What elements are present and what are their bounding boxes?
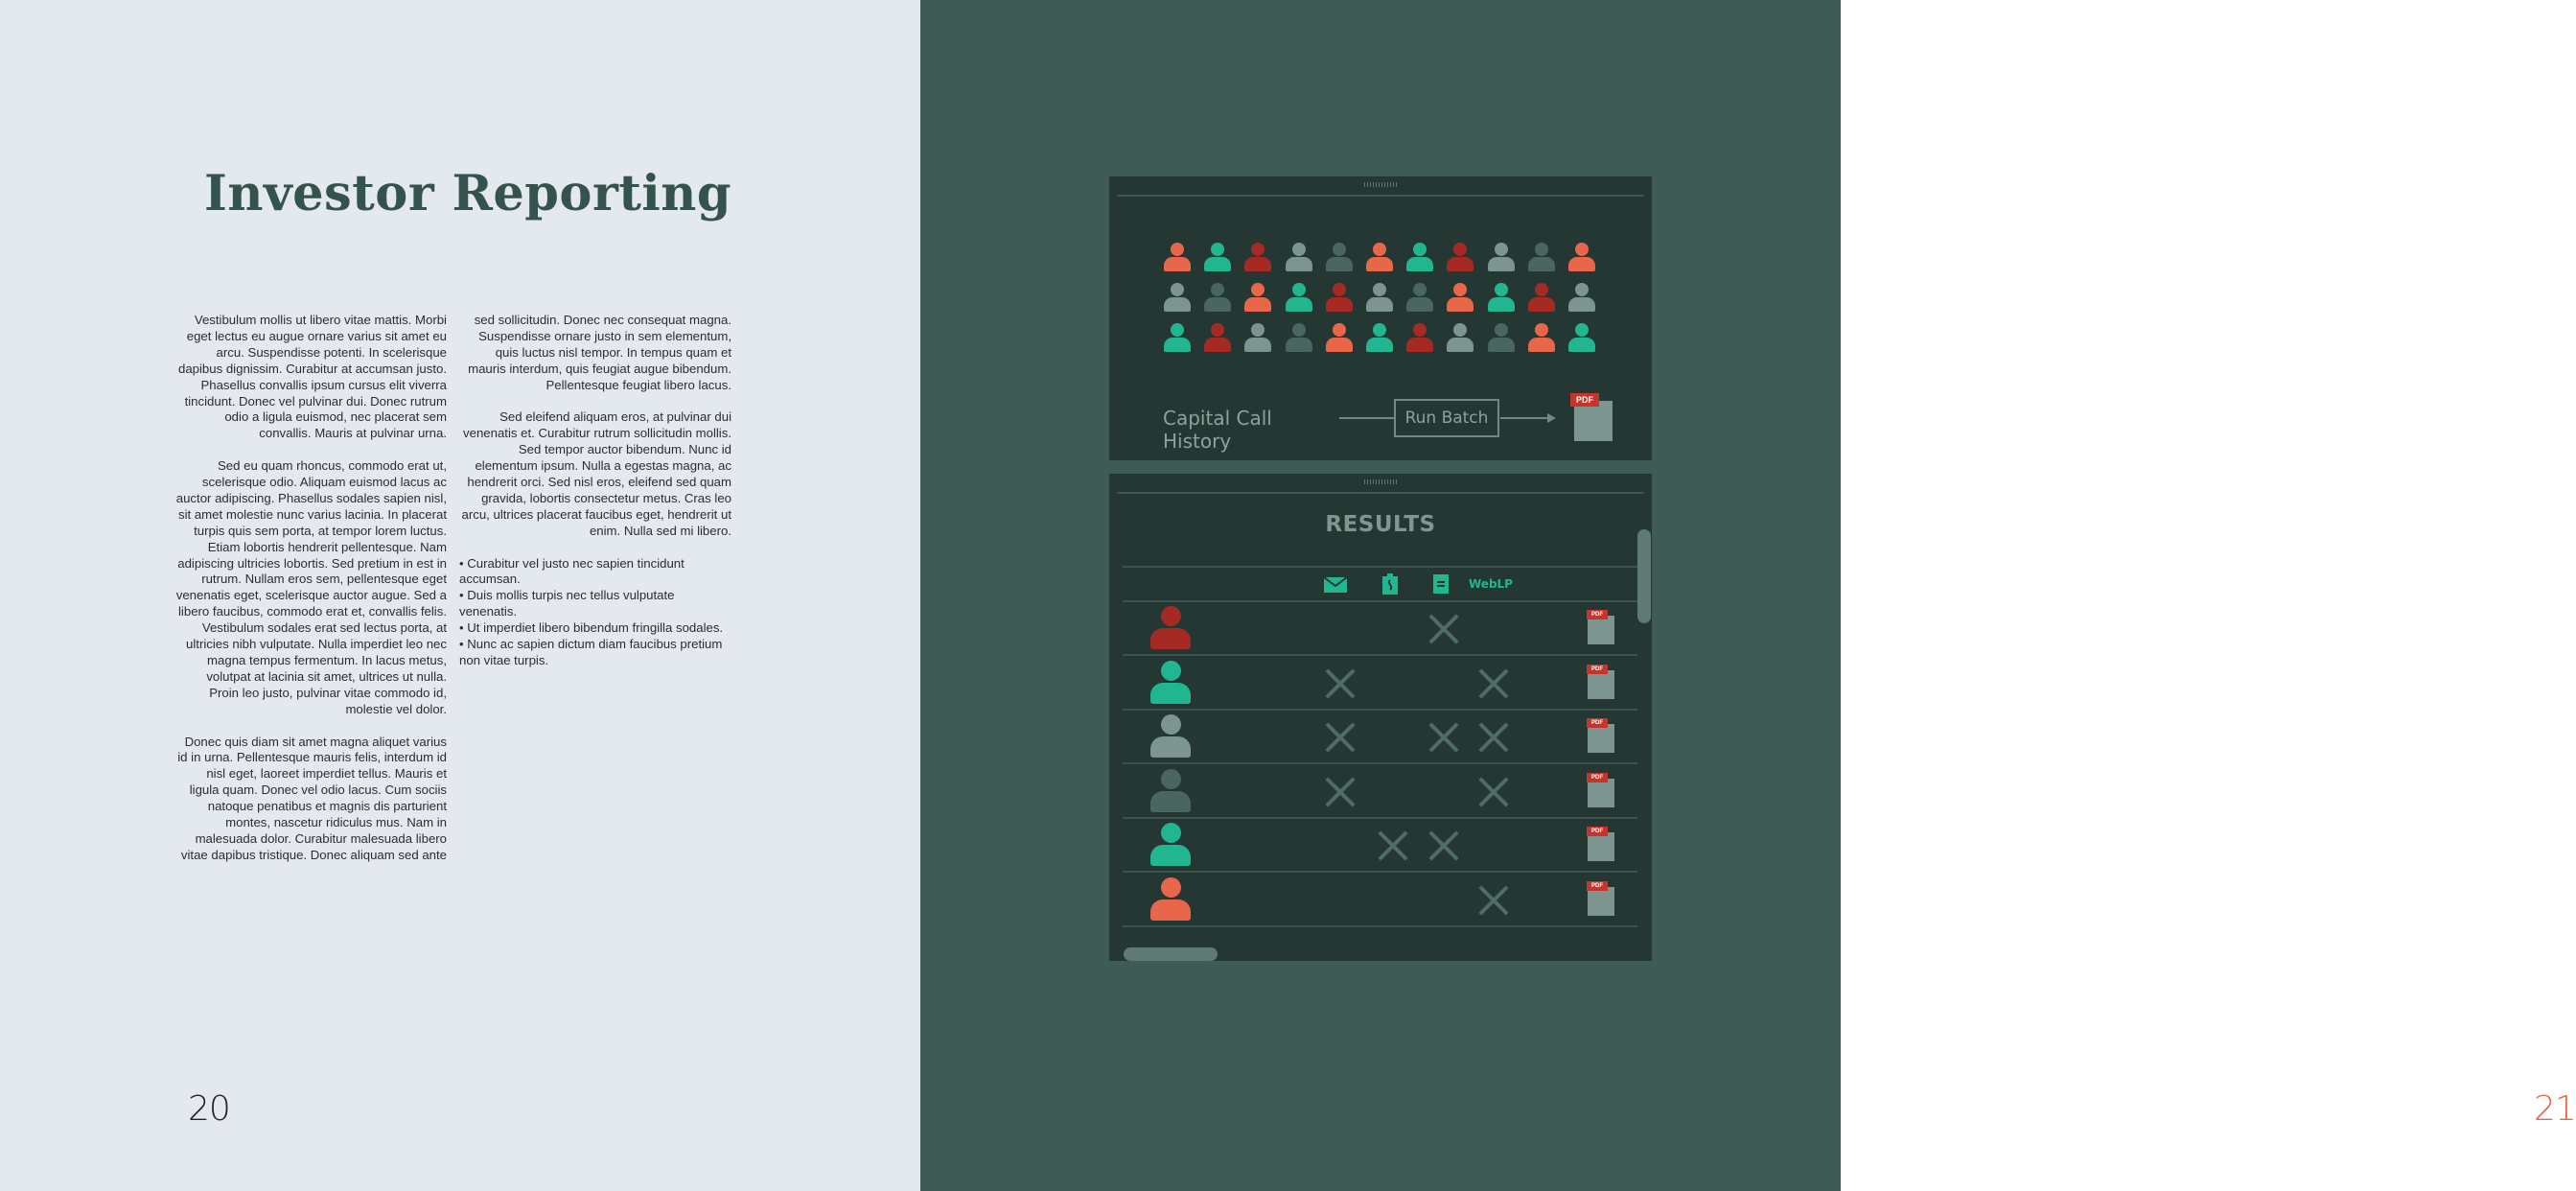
avatar-head [1251, 283, 1265, 296]
avatar-head [1373, 243, 1386, 256]
avatar-head [1211, 283, 1224, 296]
x-mark-icon [1477, 721, 1510, 754]
avatar-head [1292, 243, 1306, 256]
paragraph: Vestibulum mollis ut libero vitae mattis. Morbi eget lectus eu augue ornare varius sit amet eu arcu. Suspendisse potenti. In scelerisque dapibus dignissim. Curabitur at accumsan justo. Phasellus convallis ipsum cursus elit viverra tincidunt. Donec vel pulvinar dui. Donec rutrum odio a ligula euismod, nec placerat sem convallis. Mauris at pulvinar urna. [177, 313, 447, 441]
investor-avatar-icon [1149, 606, 1192, 652]
avatar-head [1535, 283, 1548, 296]
avatar-body [1568, 297, 1595, 312]
pdf-tag: PDF [1587, 773, 1608, 782]
avatar-body [1406, 257, 1433, 271]
x-mark-icon [1324, 776, 1357, 808]
avatar-head [1495, 323, 1508, 337]
avatar-head [1161, 714, 1181, 735]
avatar-body [1568, 257, 1595, 271]
bullet-item: • Nunc ac sapien dictum diam faucibus pretium non vitae turpis. [459, 637, 731, 669]
avatar-body [1150, 791, 1191, 812]
weblp-label: WebLP [1469, 577, 1513, 591]
x-mark-icon [1427, 721, 1460, 754]
table-row[interactable] [1123, 711, 1637, 764]
investor-avatar-icon [1487, 243, 1516, 273]
avatar-head [1453, 243, 1467, 256]
arrow-line [1500, 417, 1547, 419]
avatar-head [1333, 243, 1346, 256]
pdf-tag: PDF [1587, 610, 1608, 619]
investor-avatar-icon [1405, 283, 1434, 314]
investor-avatar-icon [1365, 243, 1394, 273]
avatar-head [1171, 243, 1184, 256]
pdf-icon[interactable] [1587, 773, 1615, 807]
pdf-sheet [1588, 724, 1614, 753]
document-icon [1433, 574, 1449, 594]
avatar-head [1161, 769, 1181, 789]
avatar-body [1244, 297, 1271, 312]
avatar-body [1406, 338, 1433, 352]
paragraph: Sed eleifend aliquam eros, at pulvinar dui venenatis et. Curabitur rutrum sollicitudin mollis. Sed tempor auctor bibendum. Nunc id elementum ipsum. Nulla a egestas magna, ac hendrerit orci. Sed nisl eros, eleifend sed quam gravida, lobortis consectetur metus. Cras leo arcu, ultrices placerat faucibus eget, hendrerit ut enim. Nulla sed mi libero. [461, 409, 731, 538]
drag-grip[interactable] [1364, 479, 1397, 484]
avatar-head [1211, 323, 1224, 337]
avatar-head [1292, 283, 1306, 296]
divider [1117, 492, 1644, 494]
avatar-body [1150, 736, 1191, 758]
investor-avatar-icon [1527, 323, 1556, 354]
x-mark-icon [1427, 613, 1460, 645]
text-column-1 [174, 313, 447, 880]
avatar-head [1171, 283, 1184, 296]
table-row[interactable] [1123, 765, 1637, 819]
avatar-head [1161, 823, 1181, 843]
avatar-body [1447, 297, 1474, 312]
investor-avatar-icon [1163, 243, 1192, 273]
avatar-head [1292, 323, 1306, 337]
arrow-head-icon [1547, 413, 1556, 423]
run-batch-button[interactable]: Run Batch [1394, 399, 1499, 437]
pdf-sheet [1588, 779, 1614, 807]
bullet-item: • Duis mollis turpis nec tellus vulputate venenatis. [459, 588, 731, 620]
pdf-icon[interactable] [1570, 393, 1613, 441]
investor-avatar-icon [1446, 323, 1474, 354]
x-mark-icon [1324, 667, 1357, 700]
horizontal-scrollbar[interactable] [1124, 947, 1218, 961]
investor-avatar-icon [1527, 243, 1556, 273]
text-column-2 [459, 313, 731, 669]
investor-avatar-icon [1243, 243, 1272, 273]
x-mark-icon [1477, 884, 1510, 917]
avatar-head [1453, 283, 1467, 296]
table-row[interactable] [1123, 819, 1637, 873]
avatar-body [1244, 257, 1271, 271]
investor-avatar-icon [1163, 323, 1192, 354]
investor-avatar-icon [1285, 283, 1313, 314]
page-title: Investor Reporting [204, 165, 731, 222]
pdf-tag: PDF [1587, 827, 1608, 836]
avatar-head [1413, 323, 1427, 337]
avatar-head [1495, 283, 1508, 296]
investor-avatar-icon [1446, 283, 1474, 314]
avatar-body [1286, 257, 1312, 271]
avatar-head [1161, 606, 1181, 626]
investor-avatar-icon [1325, 323, 1354, 354]
investor-avatar-icon [1149, 714, 1192, 760]
drag-grip[interactable] [1364, 182, 1397, 187]
avatar-body [1164, 297, 1191, 312]
investor-avatar-icon [1487, 323, 1516, 354]
bullet-list [459, 556, 731, 669]
left-page [0, 0, 920, 1191]
pdf-tag: PDF [1587, 881, 1608, 891]
divider [1117, 195, 1644, 197]
table-row[interactable] [1123, 874, 1637, 927]
avatar-body [1164, 257, 1191, 271]
avatar-body [1244, 338, 1271, 352]
avatar-body [1528, 338, 1555, 352]
pdf-tag: PDF [1570, 393, 1599, 407]
row-divider [1123, 925, 1637, 927]
investor-avatar-icon [1243, 283, 1272, 314]
investor-avatar-icon [1365, 283, 1394, 314]
investor-avatar-icon [1365, 323, 1394, 354]
avatar-head [1413, 243, 1427, 256]
x-mark-icon [1427, 829, 1460, 862]
avatar-body [1366, 338, 1393, 352]
investor-avatar-icon [1149, 661, 1192, 707]
investor-avatar-icon [1163, 283, 1192, 314]
avatar-body [1528, 297, 1555, 312]
avatar-body [1366, 257, 1393, 271]
investor-avatar-icon [1149, 769, 1192, 815]
avatar-head [1171, 323, 1184, 337]
avatar-head [1161, 877, 1181, 898]
avatar-body [1366, 297, 1393, 312]
avatar-body [1204, 338, 1231, 352]
avatar-body [1286, 338, 1312, 352]
avatar-head [1333, 323, 1346, 337]
avatar-body [1488, 297, 1515, 312]
investor-avatar-icon [1487, 283, 1516, 314]
avatar-body [1150, 683, 1191, 704]
avatar-body [1286, 297, 1312, 312]
avatar-head [1575, 323, 1589, 337]
avatar-body [1164, 338, 1191, 352]
avatar-body [1150, 628, 1191, 649]
divider [1123, 566, 1637, 568]
avatar-body [1447, 338, 1474, 352]
avatar-head [1211, 243, 1224, 256]
arrow-line [1339, 417, 1394, 419]
investor-avatar-icon [1243, 323, 1272, 354]
avatar-body [1150, 899, 1191, 921]
capital-call-history-label: Capital Call History [1163, 407, 1272, 453]
investor-avatar-icon [1285, 323, 1313, 354]
pdf-tag: PDF [1587, 718, 1608, 728]
investor-avatar-icon [1285, 243, 1313, 273]
avatar-body [1204, 297, 1231, 312]
x-mark-icon [1377, 829, 1409, 862]
investor-avatar-icon [1567, 323, 1596, 354]
investor-avatar-icon [1203, 283, 1232, 314]
avatar-head [1251, 323, 1265, 337]
x-mark-icon [1477, 667, 1510, 700]
avatar-body [1488, 257, 1515, 271]
page-number-right: 21 [2534, 1089, 2576, 1129]
avatar-body [1326, 297, 1353, 312]
avatar-head [1373, 323, 1386, 337]
paragraph: sed sollicitudin. Donec nec consequat magna. Suspendisse ornare justo in sem elementum, quis luctus nisl tempor. In tempus quam et mauris interdum, quis feugiat augue bibendum. Pellentesque feugiat libero lacus. [468, 313, 731, 392]
table-row[interactable] [1123, 602, 1637, 656]
avatar-body [1528, 257, 1555, 271]
investor-avatar-icon [1567, 283, 1596, 314]
fax-icon [1382, 573, 1398, 595]
bullet-item: • Curabitur vel justo nec sapien tincidunt accumsan. [459, 556, 731, 589]
vertical-scrollbar[interactable] [1637, 529, 1651, 623]
avatar-head [1535, 243, 1548, 256]
avatar-head [1453, 323, 1467, 337]
x-mark-icon [1324, 721, 1357, 754]
pdf-sheet [1588, 832, 1614, 861]
paragraph: Sed eu quam rhoncus, commodo erat ut, scelerisque odio. Aliquam euismod lacus ac auctor adipiscing. Phasellus sodales sapien nisl, sit amet molestie nunc varius lacinia. In placerat turpis quis sem porta, at tempor lorem luctus. Etiam lobortis hendrerit pellentesque. Nam adipiscing ultricies lobortis. Sed pretium in est in rutrum. Nullam eros sem, pellentesque eget venenatis eget, scelerisque auctor augue. Sed a libero faucibus, commodo erat et, convallis felis. Vestibulum sodales erat sed lectus porta, at ultricies nibh vulputate. Nulla imperdiet leo nec magna tempus fermentum. In lacus metus, volutpat at lacinia sit amet, ultrices ut nulla. Proin leo justo, pulvinar vitae commodo id, molestie vel dolor. [175, 458, 447, 716]
results-title: RESULTS [1325, 512, 1436, 537]
avatar-head [1373, 283, 1386, 296]
avatar-body [1406, 297, 1433, 312]
investor-avatar-icon [1203, 323, 1232, 354]
investor-avatar-icon [1446, 243, 1474, 273]
investor-avatar-icon [1149, 823, 1192, 869]
pdf-sheet [1588, 670, 1614, 699]
investor-avatar-icon [1567, 243, 1596, 273]
investor-avatar-icon [1405, 323, 1434, 354]
avatar-head [1495, 243, 1508, 256]
pdf-sheet [1588, 616, 1614, 644]
investor-avatar-icon [1325, 283, 1354, 314]
bullet-item: • Ut imperdiet libero bibendum fringilla sodales. [459, 620, 731, 637]
pdf-tag: PDF [1587, 665, 1608, 674]
pdf-icon[interactable] [1587, 718, 1615, 753]
pdf-icon[interactable] [1587, 827, 1615, 861]
avatar-body [1488, 338, 1515, 352]
investor-avatar-icon [1203, 243, 1232, 273]
avatar-head [1413, 283, 1427, 296]
avatar-body [1568, 338, 1595, 352]
table-row[interactable] [1123, 657, 1637, 711]
investor-avatar-icon [1325, 243, 1354, 273]
avatar-head [1251, 243, 1265, 256]
avatar-body [1447, 257, 1474, 271]
pdf-sheet [1588, 887, 1614, 916]
envelope-icon [1324, 577, 1347, 593]
x-mark-icon [1477, 776, 1510, 808]
page-number-left: 20 [188, 1089, 230, 1129]
pdf-icon[interactable] [1587, 881, 1615, 916]
investor-avatar-icon [1405, 243, 1434, 273]
results-panel [1109, 474, 1652, 961]
investor-avatar-icon [1149, 877, 1192, 923]
avatar-head [1575, 283, 1589, 296]
avatar-body [1326, 257, 1353, 271]
avatar-head [1333, 283, 1346, 296]
capital-call-panel [1109, 176, 1652, 460]
pdf-icon[interactable] [1587, 665, 1615, 699]
pdf-sheet [1574, 401, 1613, 441]
avatar-body [1204, 257, 1231, 271]
avatar-head [1575, 243, 1589, 256]
pdf-icon[interactable] [1587, 610, 1615, 644]
avatar-head [1535, 323, 1548, 337]
paragraph: Donec quis diam sit amet magna aliquet varius id in urna. Pellentesque mauris felis, interdum id nisl eget, laoreet imperdiet tellus. Mauris et ligula quam. Donec vel odio lacus. Cum sociis natoque penatibus et magnis dis parturient montes, nascetur ridiculus mus. Nam in malesuada dolor. Curabitur malesuada libero vitae dapibus tristique. Donec aliquam sed ante [177, 734, 447, 862]
investor-avatar-icon [1527, 283, 1556, 314]
avatar-body [1326, 338, 1353, 352]
avatar-head [1161, 661, 1181, 681]
avatar-body [1150, 845, 1191, 866]
